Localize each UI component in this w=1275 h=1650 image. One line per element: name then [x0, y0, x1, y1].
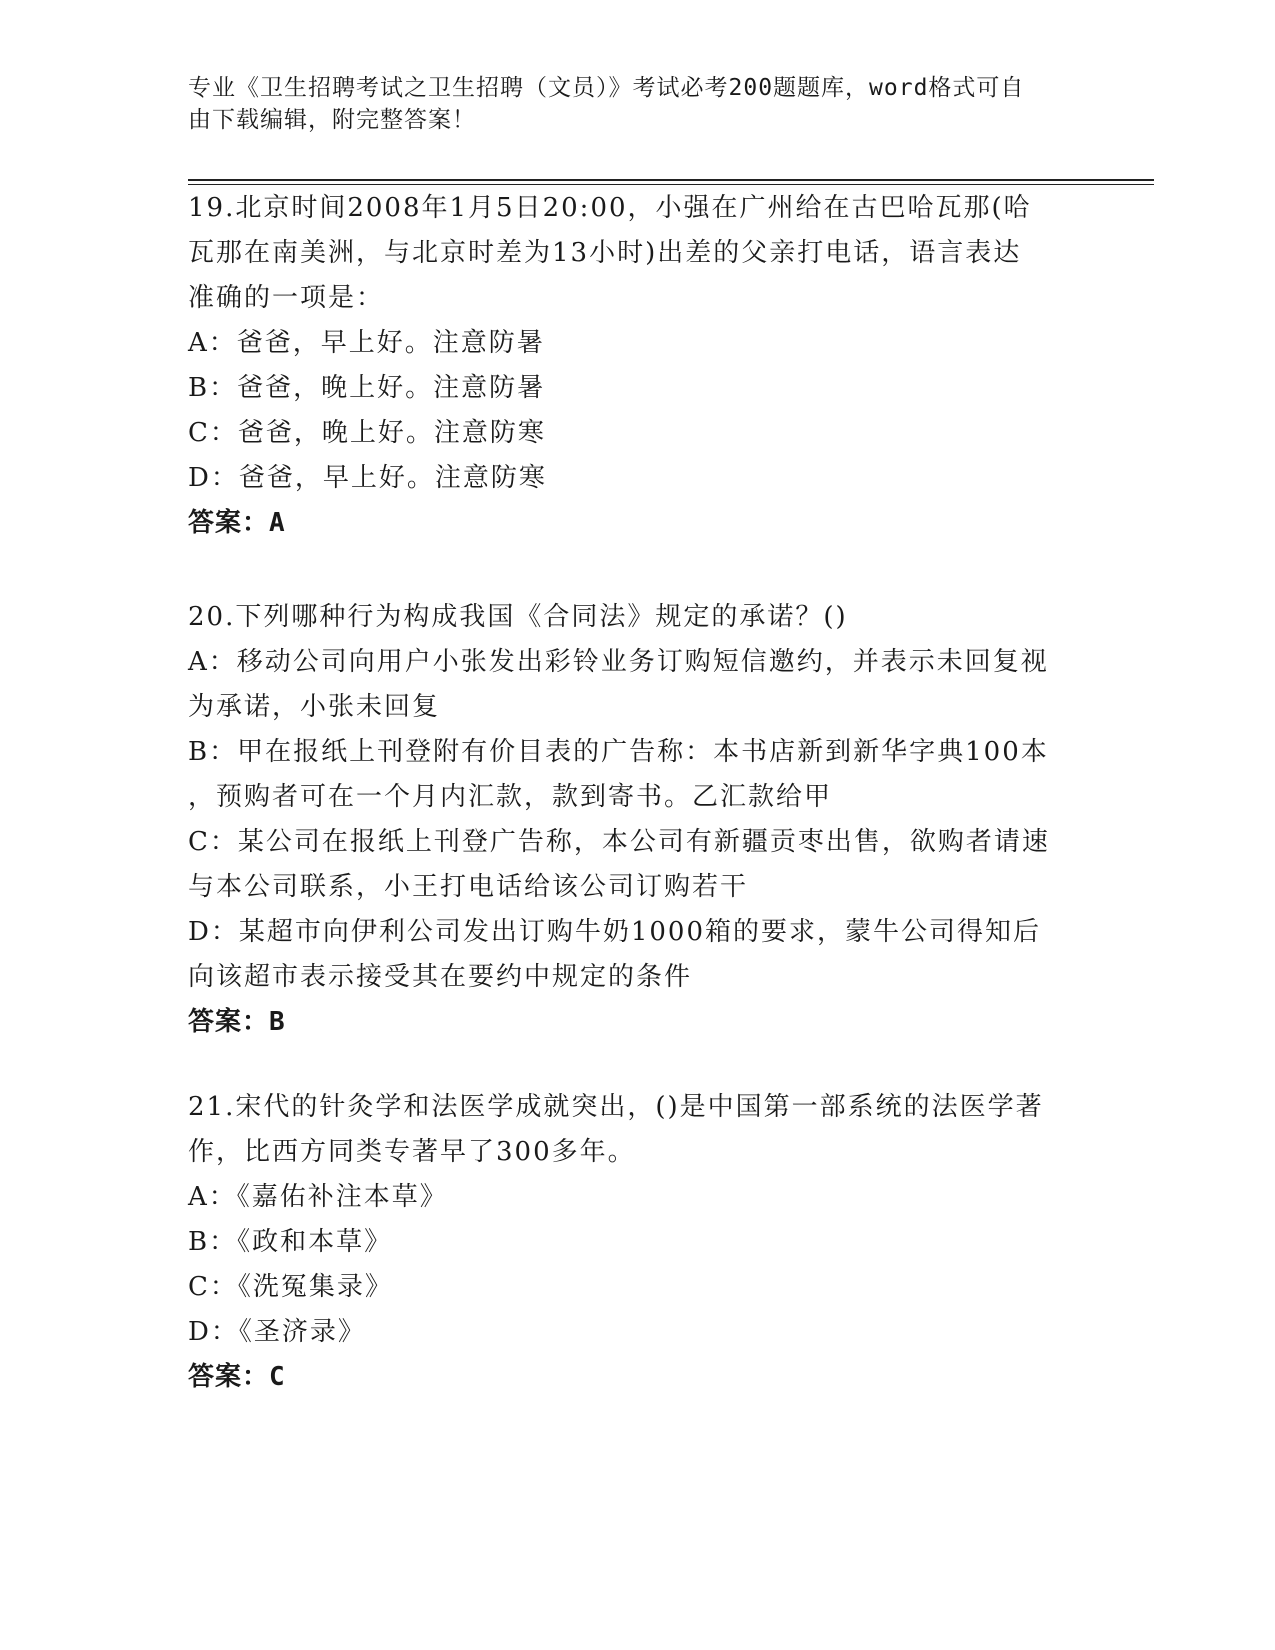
- option-a: A：移动公司向用户小张发出彩铃业务订购短信邀约，并表示未回复视: [188, 647, 1049, 677]
- option-a: A：《嘉佑补注本草》: [188, 1182, 448, 1212]
- option-d-cont: 向该超市表示接受其在要约中规定的条件: [188, 962, 693, 992]
- option-a-cont: 为承诺，小张未回复: [188, 692, 441, 722]
- question-21: [188, 1085, 1078, 1400]
- header-divider-thin: [188, 184, 1154, 185]
- option-c: C：《洗冤集录》: [188, 1272, 393, 1302]
- option-d: D：《圣济录》: [188, 1317, 366, 1347]
- question-stem-line: 19.北京时间2008年1月5日20:00，小强在广州给在古巴哈瓦那(哈: [188, 193, 1032, 223]
- header-divider: [188, 179, 1154, 181]
- option-d: D：爸爸，早上好。注意防寒: [188, 463, 547, 493]
- question-stem-line: 准确的一项是：: [188, 283, 385, 313]
- option-a: A：爸爸，早上好。注意防暑: [188, 328, 545, 358]
- header-line-2: 由下载编辑，附完整答案！: [188, 107, 476, 133]
- document-header: [188, 72, 1068, 136]
- option-c-cont: 与本公司联系，小王打电话给该公司订购若干: [188, 872, 749, 902]
- option-d: D：某超市向伊利公司发出订购牛奶1000箱的要求，蒙牛公司得知后: [188, 917, 1042, 947]
- option-b: B：《政和本草》: [188, 1227, 393, 1257]
- option-b-cont: ，预购者可在一个月内汇款，款到寄书。乙汇款给甲: [188, 782, 833, 812]
- question-19: [188, 186, 1078, 546]
- answer-label: 答案：B: [188, 1007, 286, 1037]
- question-stem-line: 20.下列哪种行为构成我国《合同法》规定的承诺？(): [188, 602, 848, 632]
- question-20: [188, 595, 1078, 1045]
- answer-label: 答案：A: [188, 508, 286, 538]
- answer-label: 答案：C: [188, 1362, 286, 1392]
- option-c: C：爸爸，晚上好。注意防寒: [188, 418, 546, 448]
- option-b: B：甲在报纸上刊登附有价目表的广告称：本书店新到新华字典100本: [188, 737, 1049, 767]
- question-stem-line: 瓦那在南美洲，与北京时差为13小时)出差的父亲打电话，语言表达: [188, 238, 1022, 268]
- option-c: C：某公司在报纸上刊登广告称，本公司有新疆贡枣出售，欲购者请速: [188, 827, 1050, 857]
- option-b: B：爸爸，晚上好。注意防暑: [188, 373, 546, 403]
- question-stem-line: 作，比西方同类专著早了300多年。: [188, 1137, 636, 1167]
- header-line-1: 专业《卫生招聘考试之卫生招聘（文员）》考试必考200题题库，word格式可自: [188, 75, 1025, 101]
- question-stem-line: 21.宋代的针灸学和法医学成就突出，()是中国第一部系统的法医学著: [188, 1092, 1044, 1122]
